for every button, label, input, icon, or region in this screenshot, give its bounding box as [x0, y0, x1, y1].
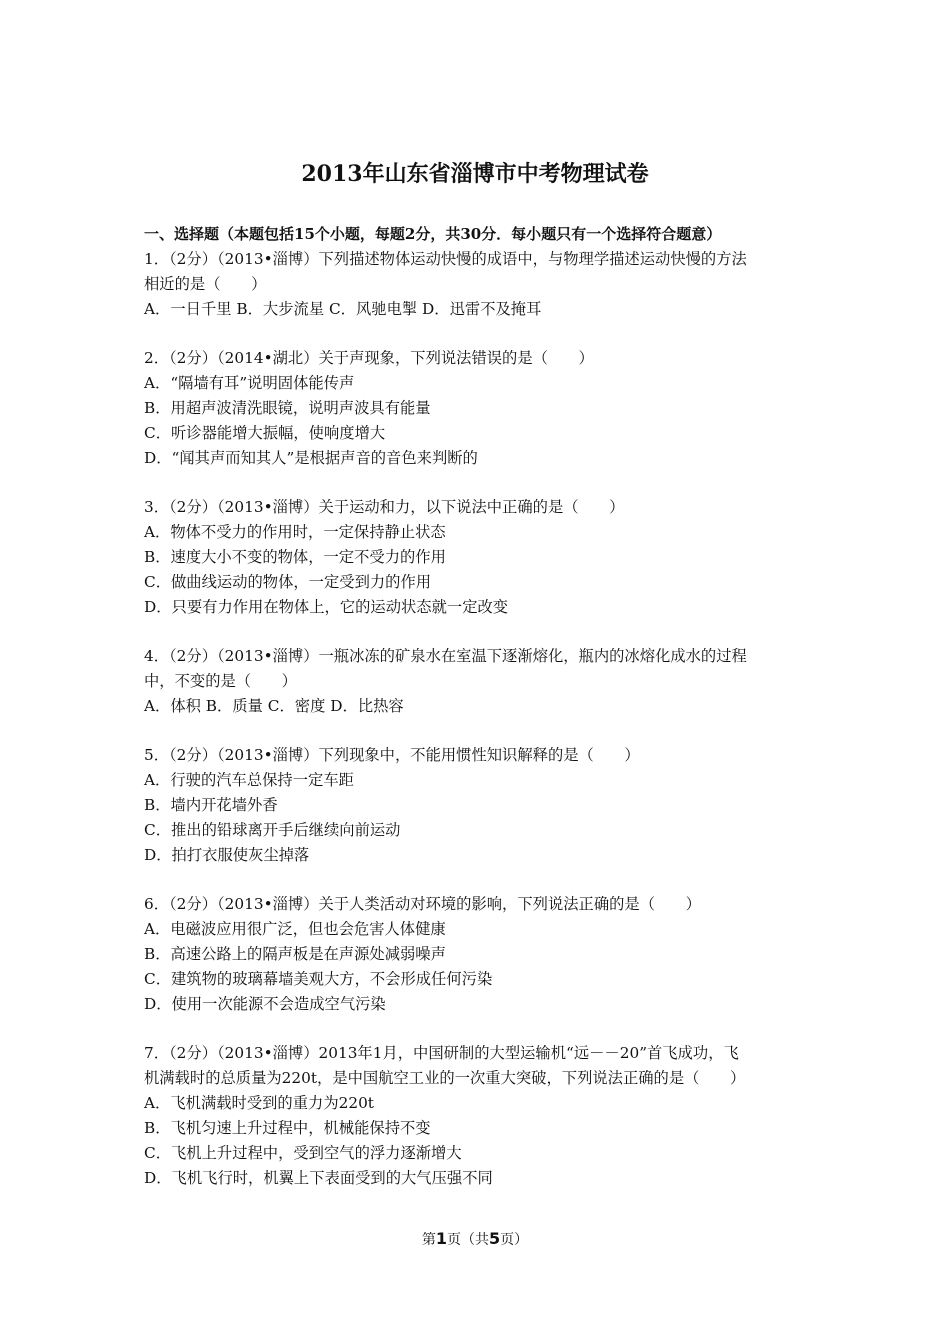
total-page-number: 5: [489, 1229, 501, 1248]
question-stem: 3．（2分）（2013•淄博）关于运动和力，以下说法中正确的是（ ）: [144, 498, 625, 516]
question-5: [144, 743, 816, 868]
question-stem: 4．（2分）（2013•淄博）一瓶冰冻的矿泉水在室温下逐渐熔化，瓶内的冰熔化成水的过程: [144, 647, 747, 665]
question-list: [144, 247, 816, 1191]
question-line: 机满载时的总质量为220t，是中国航空工业的一次重大突破，下列说法正确的是（ ）: [144, 1069, 746, 1087]
question-line: A．行驶的汽车总保持一定车距: [144, 771, 354, 789]
question-stem: 1．（2分）（2013•淄博）下列描述物体运动快慢的成语中，与物理学描述运动快慢的方法: [144, 250, 747, 268]
question-4: [144, 644, 816, 719]
footer-prefix: 第: [421, 1232, 436, 1248]
question-line: C．建筑物的玻璃幕墙美观大方，不会形成任何污染: [144, 970, 493, 988]
question-line: 中，不变的是（ ）: [144, 672, 297, 690]
question-7: [144, 1041, 816, 1191]
footer-middle: 页（共: [447, 1232, 489, 1248]
question-line: A．体积 B．质量 C．密度 D．比热容: [144, 697, 404, 715]
question-line: B．速度大小不变的物体，一定不受力的作用: [144, 548, 446, 566]
question-stem: 2．（2分）（2014•湖北）关于声现象，下列说法错误的是（ ）: [144, 349, 594, 367]
question-line: B．用超声波清洗眼镜，说明声波具有能量: [144, 399, 431, 417]
question-2: [144, 346, 816, 471]
current-page-number: 1: [435, 1229, 447, 1248]
question-line: D．拍打衣服使灰尘掉落: [144, 846, 310, 864]
question-line: C．做曲线运动的物体，一定受到力的作用: [144, 573, 432, 591]
question-line: B．飞机匀速上升过程中，机械能保持不变: [144, 1119, 431, 1137]
question-line: C．飞机上升过程中，受到空气的浮力逐渐增大: [144, 1144, 462, 1162]
question-line: 相近的是（ ）: [144, 275, 267, 293]
question-3: [144, 495, 816, 620]
question-stem: 7．（2分）（2013•淄博）2013年1月，中国研制的大型运输机“远－－20”首飞成功，飞: [144, 1044, 739, 1062]
question-6: [144, 892, 816, 1017]
footer-suffix: 页）: [500, 1232, 529, 1248]
question-line: D．“闻其声而知其人”是根据声音的音色来判断的: [144, 449, 478, 467]
question-line: A．物体不受力的作用时，一定保持静止状态: [144, 523, 446, 541]
question-stem: 6．（2分）（2013•淄博）关于人类活动对环境的影响，下列说法正确的是（ ）: [144, 895, 701, 913]
question-line: B．高速公路上的隔声板是在声源处减弱噪声: [144, 945, 446, 963]
question-stem: 5．（2分）（2013•淄博）下列现象中，不能用惯性知识解释的是（ ）: [144, 746, 640, 764]
question-line: A．电磁波应用很广泛，但也会危害人体健康: [144, 920, 446, 938]
question-line: D．只要有力作用在物体上，它的运动状态就一定改变: [144, 598, 509, 616]
question-1: [144, 247, 816, 322]
question-line: A．“隔墙有耳”说明固体能传声: [144, 374, 355, 392]
exam-content: [144, 222, 816, 1215]
question-line: C．推出的铅球离开手后继续向前运动: [144, 821, 401, 839]
question-line: A．一日千里 B．大步流星 C．风驰电掣 D．迅雷不及掩耳: [144, 300, 542, 318]
page-footer: [0, 1228, 950, 1251]
question-line: C．听诊器能增大振幅，使响度增大: [144, 424, 386, 442]
section-heading: 一、选择题（本题包括15个小题，每题2分，共30分．每小题只有一个选择符合题意）: [144, 225, 722, 243]
question-line: D．飞机飞行时，机翼上下表面受到的大气压强不同: [144, 1169, 493, 1187]
question-line: D．使用一次能源不会造成空气污染: [144, 995, 386, 1013]
exam-title: 2013年山东省淄博市中考物理试卷: [301, 161, 649, 187]
question-line: B．墙内开花墙外香: [144, 796, 278, 814]
question-line: A．飞机满载时受到的重力为220t: [144, 1094, 374, 1112]
